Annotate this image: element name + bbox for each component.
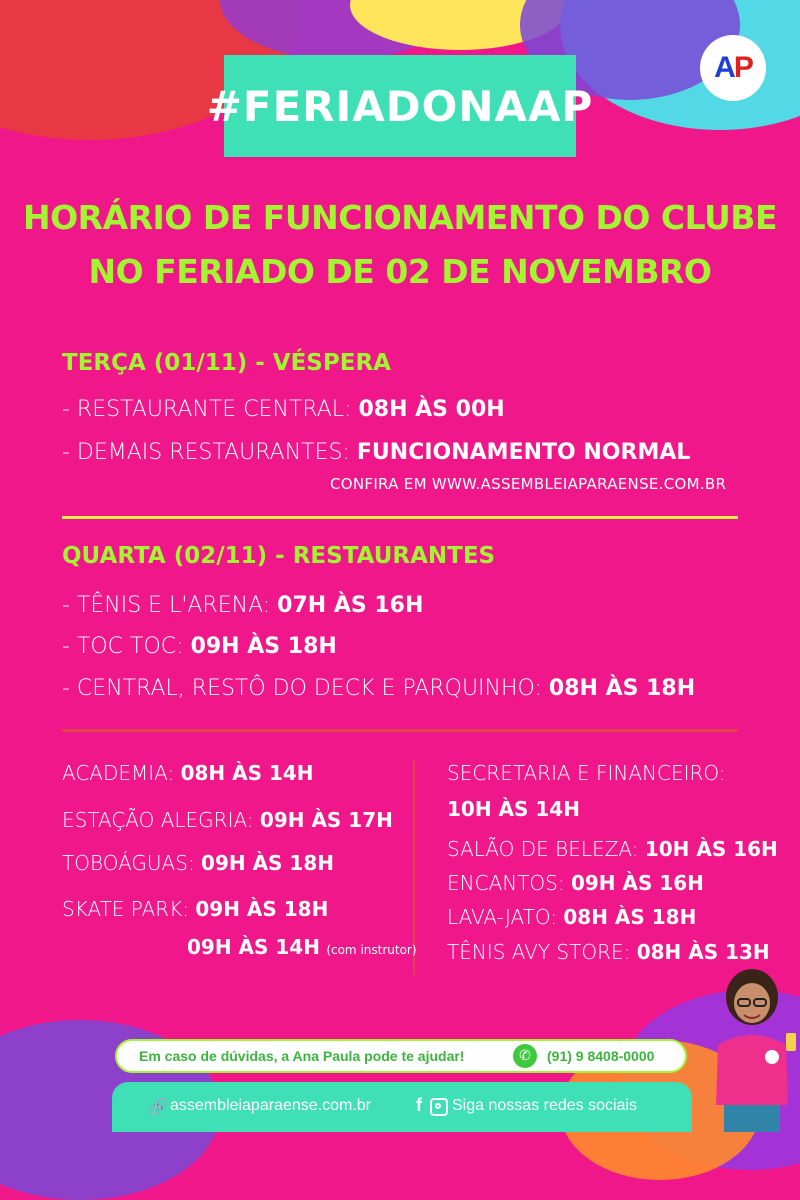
schedule-label: SALÃO DE BELEZA: [447,837,645,861]
schedule-row [62,761,314,785]
logo-letter-p: P [733,51,752,84]
schedule-label: - TOC TOC: [62,634,191,659]
schedule-value: 08H ÀS 18H [548,676,696,701]
schedule-row [62,808,393,832]
schedule-value: 09H ÀS 18H [201,851,334,875]
schedule-row [447,871,704,895]
hashtag-text: #FERIADONAAP [206,81,594,131]
schedule-label: TOBOÁGUAS: [62,851,202,875]
website-link[interactable]: assembleiaparaense.com.br [170,1097,371,1114]
schedule-row [62,851,334,875]
schedule-row [62,593,423,618]
schedule-row [62,897,328,921]
section-heading-tuesday: TERÇA (01/11) - VÉSPERA [62,350,391,376]
schedule-value: 08H ÀS 14H [180,761,314,785]
page-title-line-1: HORÁRIO DE FUNCIONAMENTO DO CLUBE [23,198,777,237]
club-logo [700,35,766,101]
schedule-note: (com instrutor) [326,943,417,957]
schedule-value: 09H ÀS 14H [187,935,320,959]
facebook-icon[interactable]: f [416,1095,422,1115]
schedule-row [447,761,726,785]
schedule-value: 08H ÀS 13H [636,940,770,964]
schedule-value: 07H ÀS 16H [277,593,424,618]
contact-text: Em caso de dúvidas, a Ana Paula pode te ajudar! [139,1048,465,1064]
logo-letter-a: A [714,51,734,84]
schedule-row [447,797,580,821]
section-heading-wednesday: QUARTA (02/11) - RESTAURANTES [62,543,496,569]
schedule-label: ESTAÇÃO ALEGRIA: [62,808,260,832]
schedule-label: - CENTRAL, RESTÔ DO DECK E PARQUINHO: [62,676,549,701]
footer-bar [112,1082,692,1132]
contact-banner [115,1039,687,1073]
schedule-label: - DEMAIS RESTAURANTES: [62,440,357,465]
schedule-label: SKATE PARK: [62,897,196,921]
instagram-icon[interactable] [430,1098,448,1116]
schedule-label: TÊNIS AVY STORE: [447,940,637,964]
schedule-row [447,905,696,929]
schedule-value: 09H ÀS 18H [190,634,337,659]
section-divider [62,729,738,732]
schedule-value: 08H ÀS 18H [563,905,697,929]
whatsapp-icon[interactable]: ✆ [513,1044,537,1068]
schedule-row [62,397,505,422]
schedule-value: 08H ÀS 00H [358,397,505,422]
section-divider [62,516,738,519]
schedule-value: 09H ÀS 18H [195,897,329,921]
schedule-value: 10H ÀS 16H [644,837,778,861]
schedule-row [62,634,337,659]
schedule-label: - TÊNIS E L'ARENA: [62,593,278,618]
schedule-value: 09H ÀS 16H [570,871,704,895]
schedule-row [447,837,778,861]
phone-number[interactable]: (91) 9 8408-0000 [547,1048,655,1064]
social-text: Siga nossas redes sociais [452,1097,637,1114]
schedule-label: - RESTAURANTE CENTRAL: [62,397,359,422]
schedule-label: LAVA-JATO: [447,905,564,929]
hashtag-banner [206,55,594,157]
schedule-row [62,676,695,701]
schedule-label: ENCANTOS: [447,871,571,895]
schedule-row [447,940,770,964]
schedule-row [187,935,417,959]
link-icon: 🔗 [148,1097,168,1116]
schedule-label: ACADEMIA: [62,761,181,785]
schedule-value: FUNCIONAMENTO NORMAL [356,440,691,465]
website-note: CONFIRA EM WWW.ASSEMBLEIAPARAENSE.COM.BR [330,475,727,493]
schedule-value: 10H ÀS 14H [447,797,580,821]
page-title-line-2: NO FERIADO DE 02 DE NOVEMBRO [88,252,712,291]
schedule-value: 09H ÀS 17H [259,808,393,832]
schedule-row [62,440,690,465]
mascot-illustration [700,965,800,1132]
schedule-label: SECRETARIA E FINANCEIRO: [447,761,726,785]
